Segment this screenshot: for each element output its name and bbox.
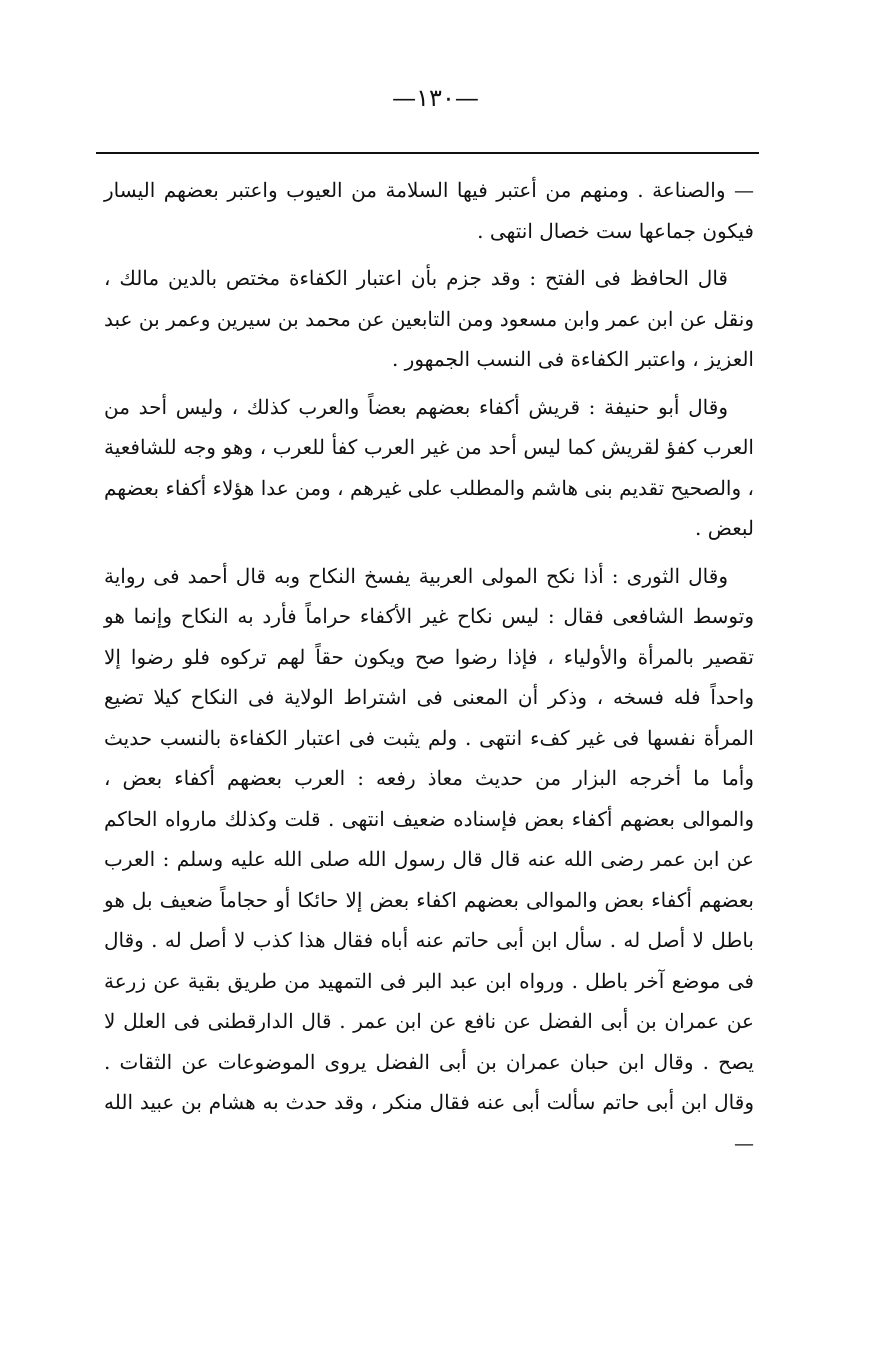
paragraph-2: قال الحافظ فى الفتح : وقد جزم بأن اعتبار الكفاءة مختص بالدين مالك ، ونقل عن ابن عمر وابن مسعود ومن التابعين عن محمد بن سيرين وعمر بن عبد العزيز ، واعتبر الكفاءة فى النسب الجمهور . [104, 266, 754, 371]
body-text [104, 170, 754, 1163]
paragraph-1: — والصناعة . ومنهم من أعتبر فيها السلامة من العيوب واعتبر بعضهم اليسار فيكون جماعها ست خصال انتهى . [104, 178, 754, 243]
header-rule [96, 152, 759, 154]
paragraph-3: وقال أبو حنيفة : قريش أكفاء بعضهم بعضاً والعرب كذلك ، وليس أحد من العرب كفؤ لقريش كما ليس أحد من غير العرب كفأ للعرب ، وهو وجه للشافعية ، والصحيح تقديم بنى هاشم والمطلب على غيرهم ، ومن عدا هؤلاء أكفاء بعضهم لبعض . [104, 394, 754, 540]
page-number: —١٣٠— [392, 84, 479, 112]
paragraph-4: وقال الثورى : أذا نكح المولى العربية يفسخ النكاح وبه قال أحمد فى رواية وتوسط الشافعى فقال : ليس نكاح غير الأكفاء حراماً فأرد به النكاح وإنما هو تقصير بالمرأة والأولياء ، فإذا رضوا صح ويكون حقاً لهم تركوه فلو رضوا إلا واحداً فله فسخه ، وذكر أن المعنى فى اشتراط الولاية فى النكاح كيلا تضيع المرأة نفسها فى غير كفء انتهى . ولم يثبت فى اعتبار الكفاءة بالنسب حديث وأما ما أخرجه البزار من حديث معاذ رفعه : العرب بعضهم أكفاء بعض ، والموالى بعضهم أكفاء بعض فإسناده ضعيف انتهى . قلت وكذلك مارواه الحاكم عن ابن عمر رضى الله عنه قال قال رسول الله صلى الله عليه وسلم : العرب بعضهم أكفاء بعض والموالى بعضهم اكفاء بعض إلا حائكا أو حجاماً ضعيف بل هو باطل لا أصل له . سأل ابن أبى حاتم عنه أباه فقال هذا كذب لا أصل له . وقال فى موضع آخر باطل . ورواه ابن عبد البر فى التمهيد من طريق بقية عن زرعة عن عمران بن أبى الفضل عن نافع عن ابن عمر . قال الدارقطنى فى العلل لا يصح . وقال ابن حبان عمران بن أبى الفضل يروى الموضوعات عن الثقات . وقال ابن أبى حاتم سألت أبى عنه فقال منكر ، وقد حدث به هشام بن عبيد الله — [104, 563, 754, 1155]
